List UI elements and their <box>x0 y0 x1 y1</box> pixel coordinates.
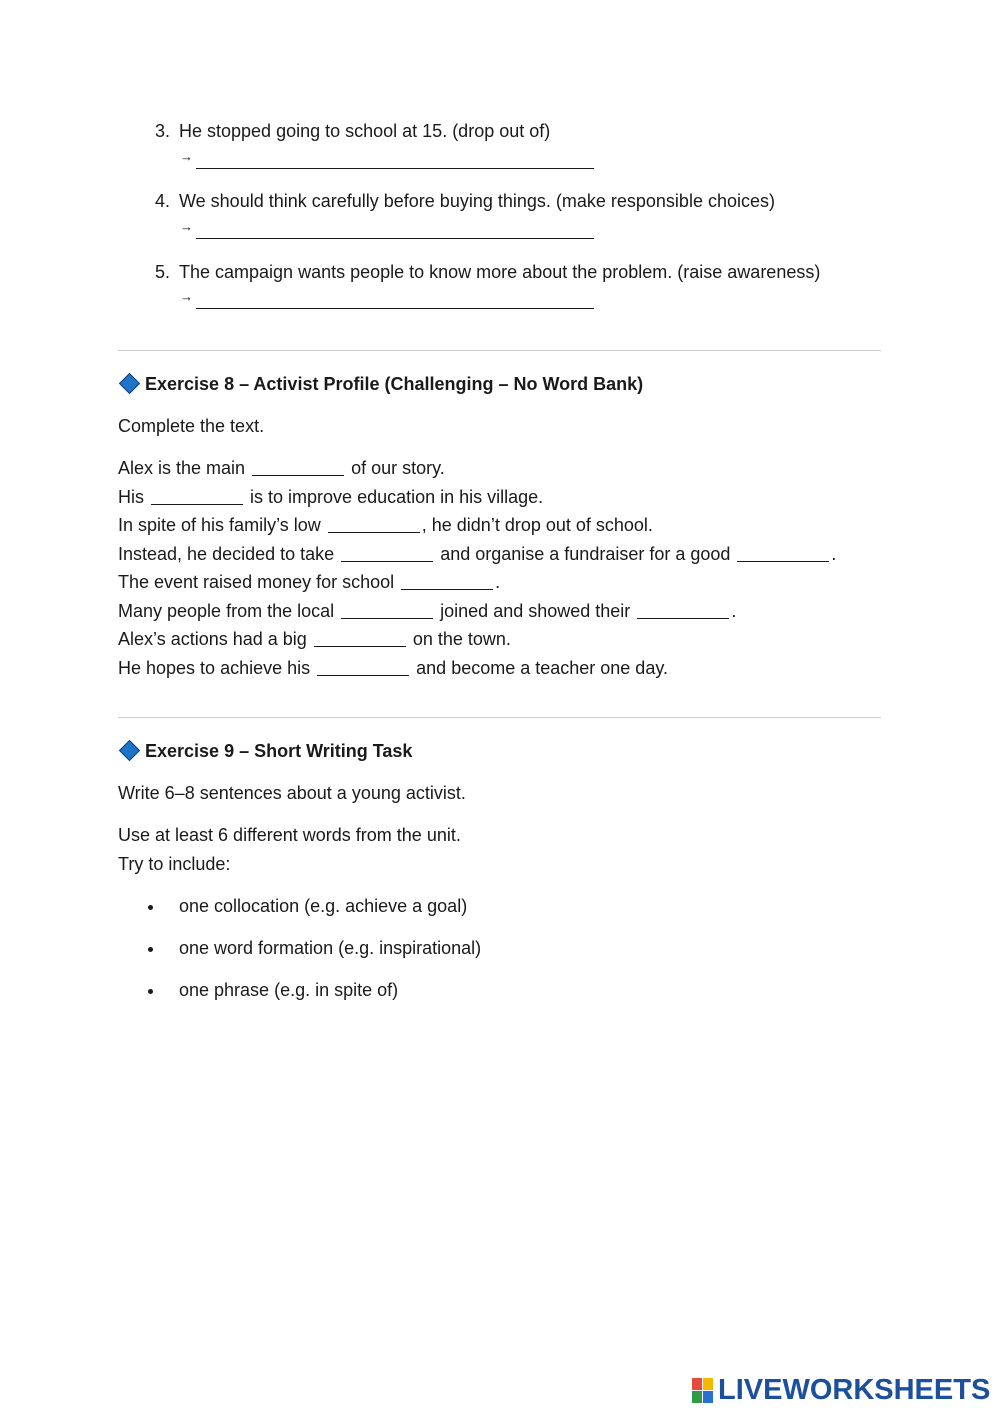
answer-line-3[interactable] <box>180 151 594 171</box>
text-line-5 <box>118 572 500 593</box>
text-line-2 <box>118 487 543 508</box>
text-segment: Instead, he decided to take <box>118 544 335 564</box>
text-segment: . <box>831 544 837 564</box>
text-segment: of our story. <box>351 458 445 478</box>
diamond-icon <box>119 373 140 394</box>
item-text: We should think carefully before buying things. (make responsible choices) <box>179 191 775 211</box>
text-segment: is to improve education in his village. <box>250 487 544 507</box>
text-segment: Alex’s actions had a big <box>118 629 307 649</box>
text-segment: , he didn’t drop out of school. <box>421 515 653 535</box>
text-line-4 <box>118 544 836 565</box>
gap-blank[interactable] <box>328 518 420 533</box>
text-segment: Many people from the local <box>118 601 335 621</box>
exercise-9-line-2: Use at least 6 different words from the unit. <box>118 825 461 845</box>
answer-line-5[interactable] <box>180 291 594 311</box>
exercise-9-line-3: Try to include: <box>118 854 231 874</box>
logo-text: LIVEWORKSHEETS <box>718 1374 991 1406</box>
item-text: He stopped going to school at 15. (drop out of) <box>179 121 551 141</box>
gap-blank[interactable] <box>151 490 243 505</box>
diamond-icon <box>119 740 140 761</box>
text-line-8 <box>118 658 668 679</box>
text-line-6 <box>118 601 736 622</box>
text-segment: on the town. <box>412 629 511 649</box>
answer-blank[interactable] <box>196 238 594 239</box>
text-segment: joined and showed their <box>440 601 631 621</box>
arrow-icon: → <box>180 289 193 304</box>
bullet-icon <box>148 905 153 910</box>
text-line-7 <box>118 629 511 650</box>
arrow-icon: → <box>180 219 193 234</box>
logo-mark-icon <box>692 1378 714 1404</box>
text-segment: and become a teacher one day. <box>416 658 668 678</box>
gap-blank[interactable] <box>737 547 829 562</box>
gap-blank[interactable] <box>637 604 729 619</box>
text-segment: His <box>118 487 144 507</box>
arrow-icon: → <box>180 149 193 164</box>
gap-blank[interactable] <box>341 604 433 619</box>
gap-blank[interactable] <box>401 575 493 590</box>
gap-blank[interactable] <box>317 661 409 676</box>
bullet-icon <box>148 947 153 952</box>
item-number: 5. <box>154 262 170 282</box>
gap-blank[interactable] <box>341 547 433 562</box>
bullet-text: one collocation (e.g. achieve a goal) <box>179 896 468 916</box>
text-segment: In spite of his family’s low <box>118 515 321 535</box>
exercise-9-instruction: Write 6–8 sentences about a young activist. <box>118 783 466 803</box>
text-segment: . <box>731 601 737 621</box>
bullet-text: one word formation (e.g. inspirational) <box>179 938 482 958</box>
exercise-8-instruction: Complete the text. <box>118 416 265 436</box>
exercise-8-heading <box>118 374 643 395</box>
text-line-3 <box>118 515 653 536</box>
bullet-icon <box>148 989 153 994</box>
bullet-text: one phrase (e.g. in spite of) <box>179 980 399 1000</box>
text-line-1 <box>118 458 445 479</box>
text-segment: He hopes to achieve his <box>118 658 311 678</box>
section-divider <box>118 350 881 351</box>
text-segment: and organise a fundraiser for a good <box>440 544 731 564</box>
gap-blank[interactable] <box>314 632 406 647</box>
section-divider <box>118 717 881 718</box>
exercise-9-title: Exercise 9 – Short Writing Task <box>145 741 413 761</box>
answer-line-4[interactable] <box>180 221 594 241</box>
item-number: 3. <box>154 121 170 141</box>
item-text: The campaign wants people to know more about the problem. (raise awareness) <box>179 262 821 282</box>
text-segment: . <box>495 572 501 592</box>
answer-blank[interactable] <box>196 308 594 309</box>
exercise-8-title: Exercise 8 – Activist Profile (Challenging – No Word Bank) <box>145 374 644 394</box>
text-segment: The event raised money for school <box>118 572 395 592</box>
item-number: 4. <box>154 191 170 211</box>
gap-blank[interactable] <box>252 461 344 476</box>
text-segment: Alex is the main <box>118 458 246 478</box>
exercise-9-heading <box>118 741 412 762</box>
answer-blank[interactable] <box>196 168 594 169</box>
